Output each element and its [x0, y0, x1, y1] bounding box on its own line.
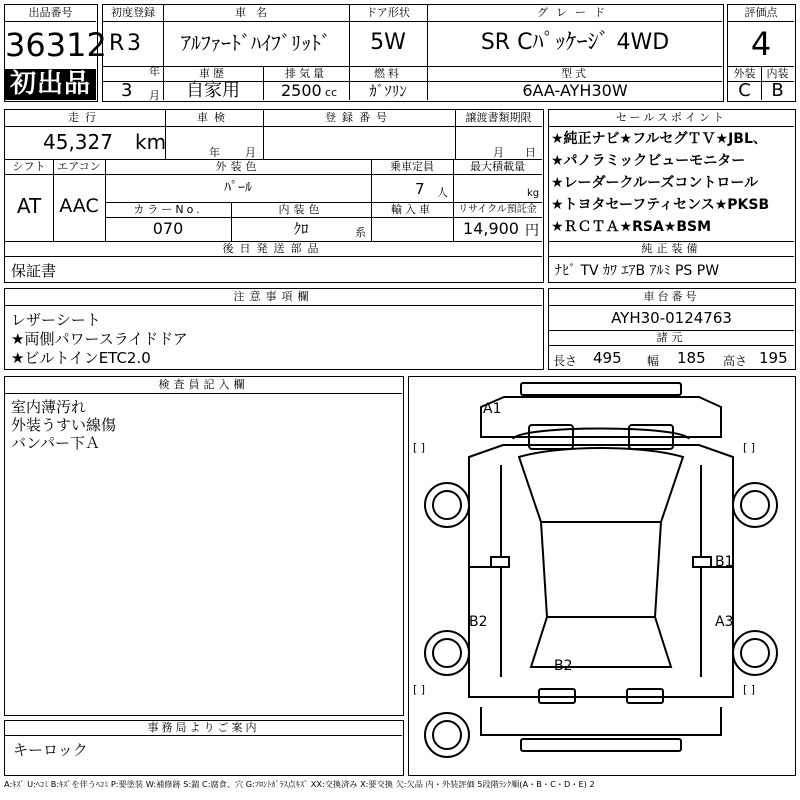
mark-a3: A3 [715, 614, 734, 630]
body-outline [469, 445, 733, 697]
transfer-docs-label: 譲渡書類期限 [465, 111, 532, 124]
int-color-label: 内装色 [278, 203, 324, 216]
bracket-rear-right: [ ] [743, 683, 756, 696]
car-name-label: 車名 [235, 6, 277, 19]
chassis-label: 車台番号 [643, 290, 700, 303]
sales-point-line: ★レーダークルーズコントロール [551, 175, 759, 191]
mirror-left [491, 557, 509, 567]
capacity-label: 乗車定員 [390, 160, 434, 173]
sales-point-line: ★トヨタセーフティセンス★PKSB [551, 197, 770, 213]
equipment-label: 純正装備 [641, 242, 702, 255]
legend: A:ｷｽﾞ U:ﾍｺﾐ B:ｷｽﾞを伴うﾍｺﾐ P:要塗装 W:補修跡 S:錆 C:腐食、穴 G:ﾌﾛﾝﾄｶﾞﾗｽ点ｷｽﾞ XX:交換済み X:要交換 欠:欠品 内・外装評価 5段階ﾗﾝｸ順(A・B・C・D・E) 2 [4, 779, 595, 789]
max-load-unit: kg [527, 188, 540, 199]
recycle-unit: 円 [525, 223, 539, 239]
year-unit: 年 [149, 65, 160, 78]
wheel-rear-left [425, 631, 469, 675]
ext-score: C [738, 80, 751, 101]
lot-number: 36312 [5, 26, 107, 64]
wheel-rear-right [733, 631, 777, 675]
roof-outline [541, 522, 661, 617]
wheel-front-left [425, 483, 469, 527]
bracket-front-right: [ ] [743, 441, 756, 454]
sales-points-box [548, 109, 796, 283]
sales-point-line: ★ＲＣＴＡ★RSA★BSM [551, 219, 712, 235]
office-value: キーロック [13, 741, 88, 759]
note-line: ★両側パワースライドドア [11, 330, 188, 348]
length-label: 長さ [553, 354, 578, 368]
history-value: 自家用 [186, 80, 240, 101]
spare-wheel [425, 713, 469, 757]
first-reg-label: 初度登録 [111, 6, 155, 19]
recycle-label: リサイクル預託金 [458, 204, 537, 215]
note-line: ★ビルトインETC2.0 [11, 349, 151, 367]
import-label: 輸入車 [391, 203, 433, 216]
details-grid [4, 109, 544, 283]
car-diagram [409, 377, 794, 774]
registration-label: 登録番号 [325, 111, 393, 124]
color-no-label: カラーNo. [133, 203, 203, 216]
inspection-year-unit: 年 [209, 146, 220, 159]
wheel-front-right [733, 483, 777, 527]
inspection-label: 車検 [197, 111, 231, 124]
later-parts-label: 後日発送部品 [222, 242, 325, 255]
inspector-line: 外装うすい線傷 [11, 416, 117, 434]
first-listing-text: 初出品 [9, 69, 91, 99]
score-label: 評価点 [744, 6, 778, 19]
chassis-value: AYH30-0124763 [611, 309, 732, 327]
model-label: 型式 [561, 67, 589, 80]
mark-b1: B1 [715, 554, 734, 570]
later-parts-value: 保証書 [11, 262, 57, 280]
first-reg-year: 3 [127, 31, 141, 56]
month-unit: 月 [149, 89, 160, 102]
front-bumper-shape [521, 383, 681, 395]
sales-point-line: ★パノラミックビューモニター [551, 153, 746, 169]
int-color-unit: 系 [355, 226, 366, 239]
int-color-value: ｸﾛ [293, 220, 309, 238]
office-box [4, 720, 404, 776]
inspector-box [4, 376, 404, 716]
mileage-unit: km [135, 130, 167, 154]
dimensions-label: 諸元 [656, 331, 687, 344]
bracket-rear-left: [ ] [413, 683, 426, 696]
ext-color-value: ﾊﾟｰﾙ [224, 180, 252, 196]
height-label: 高さ [723, 354, 748, 368]
first-listing-badge [5, 69, 96, 100]
score-value: 4 [750, 25, 772, 63]
rear-plate [521, 739, 681, 751]
mark-a1: A1 [483, 401, 502, 417]
mark-b2-rear: B2 [554, 658, 573, 674]
office-label: 事務局よりご案内 [147, 721, 260, 734]
front-bumper-outline [481, 397, 721, 437]
damage-diagram-box [408, 376, 796, 776]
aircon-label: エアコン [57, 160, 101, 173]
model-value: 6AA-AYH30W [522, 81, 628, 100]
recycle-value: 14,900 [463, 219, 519, 238]
era-letter: R [109, 31, 125, 56]
width-value: 185 [677, 349, 706, 367]
width-label: 幅 [647, 354, 660, 368]
grade-label: グレード [537, 6, 613, 19]
displacement-label: 排気量 [285, 67, 327, 80]
doors-label: ドア形状 [366, 6, 410, 19]
doors-value: 5W [370, 30, 406, 55]
max-load-label: 最大積載量 [470, 160, 525, 173]
int-label: 内装 [766, 67, 789, 80]
length-value: 495 [593, 349, 622, 367]
rear-window-outline [531, 617, 671, 667]
inspector-line: バンパー下Ａ [11, 434, 100, 452]
displacement-unit: cc [325, 86, 338, 99]
inspector-line: 室内薄汚れ [11, 398, 87, 416]
vehicle-info-grid [102, 4, 724, 102]
inspector-label: 検査員記入欄 [158, 378, 249, 391]
notes-box [4, 288, 544, 370]
mileage-value: 45,327 [43, 130, 113, 154]
ext-label: 外装 [733, 67, 756, 80]
score-box [727, 4, 796, 102]
ext-color-label: 外装色 [215, 160, 261, 173]
bracket-front-left: [ ] [413, 441, 426, 454]
displacement-value: 2500 [281, 81, 322, 100]
car-name-value: ｱﾙﾌｧｰﾄﾞﾊｲﾌﾞﾘｯﾄﾞ [181, 31, 331, 55]
mirror-right [693, 557, 711, 567]
color-no-value: 070 [152, 219, 184, 238]
shift-value: AT [16, 194, 42, 218]
transfer-day-unit: 日 [525, 146, 536, 159]
equipment-value: ﾅﾋﾞ TV ｶﾜ ｴｱB ｱﾙﾐ PS PW [555, 263, 720, 279]
lot-box [4, 4, 107, 102]
notes-label: 注意事項欄 [233, 290, 314, 303]
capacity-value: 7 [415, 180, 425, 198]
height-value: 195 [759, 349, 788, 367]
aircon-value: AAC [59, 195, 99, 217]
fuel-value: ｶﾞｿﾘﾝ [369, 82, 407, 100]
grade-value: SR Cﾊﾟｯｹｰｼﾞ 4WD [480, 30, 670, 55]
inspection-month-unit: 月 [245, 146, 256, 159]
mark-b2-left: B2 [469, 614, 488, 630]
note-line: レザーシート [11, 311, 101, 329]
fuel-label: 燃料 [374, 67, 402, 80]
sales-points-label: セールスポイント [615, 111, 727, 124]
windshield-outline [519, 448, 683, 522]
history-label: 車歴 [199, 67, 227, 80]
capacity-unit: 人 [437, 186, 448, 199]
chassis-box [548, 288, 796, 370]
rear-bumper-outline [481, 707, 721, 735]
mileage-label: 走行 [68, 111, 102, 124]
sales-point-line: ★純正ナビ★フルセグＴＶ★JBL、 [551, 131, 767, 147]
shift-label: シフト [12, 160, 46, 173]
transfer-month-unit: 月 [493, 146, 504, 159]
first-reg-month: 3 [121, 80, 133, 101]
int-score: B [771, 80, 784, 101]
lot-label: 出品番号 [28, 6, 73, 19]
